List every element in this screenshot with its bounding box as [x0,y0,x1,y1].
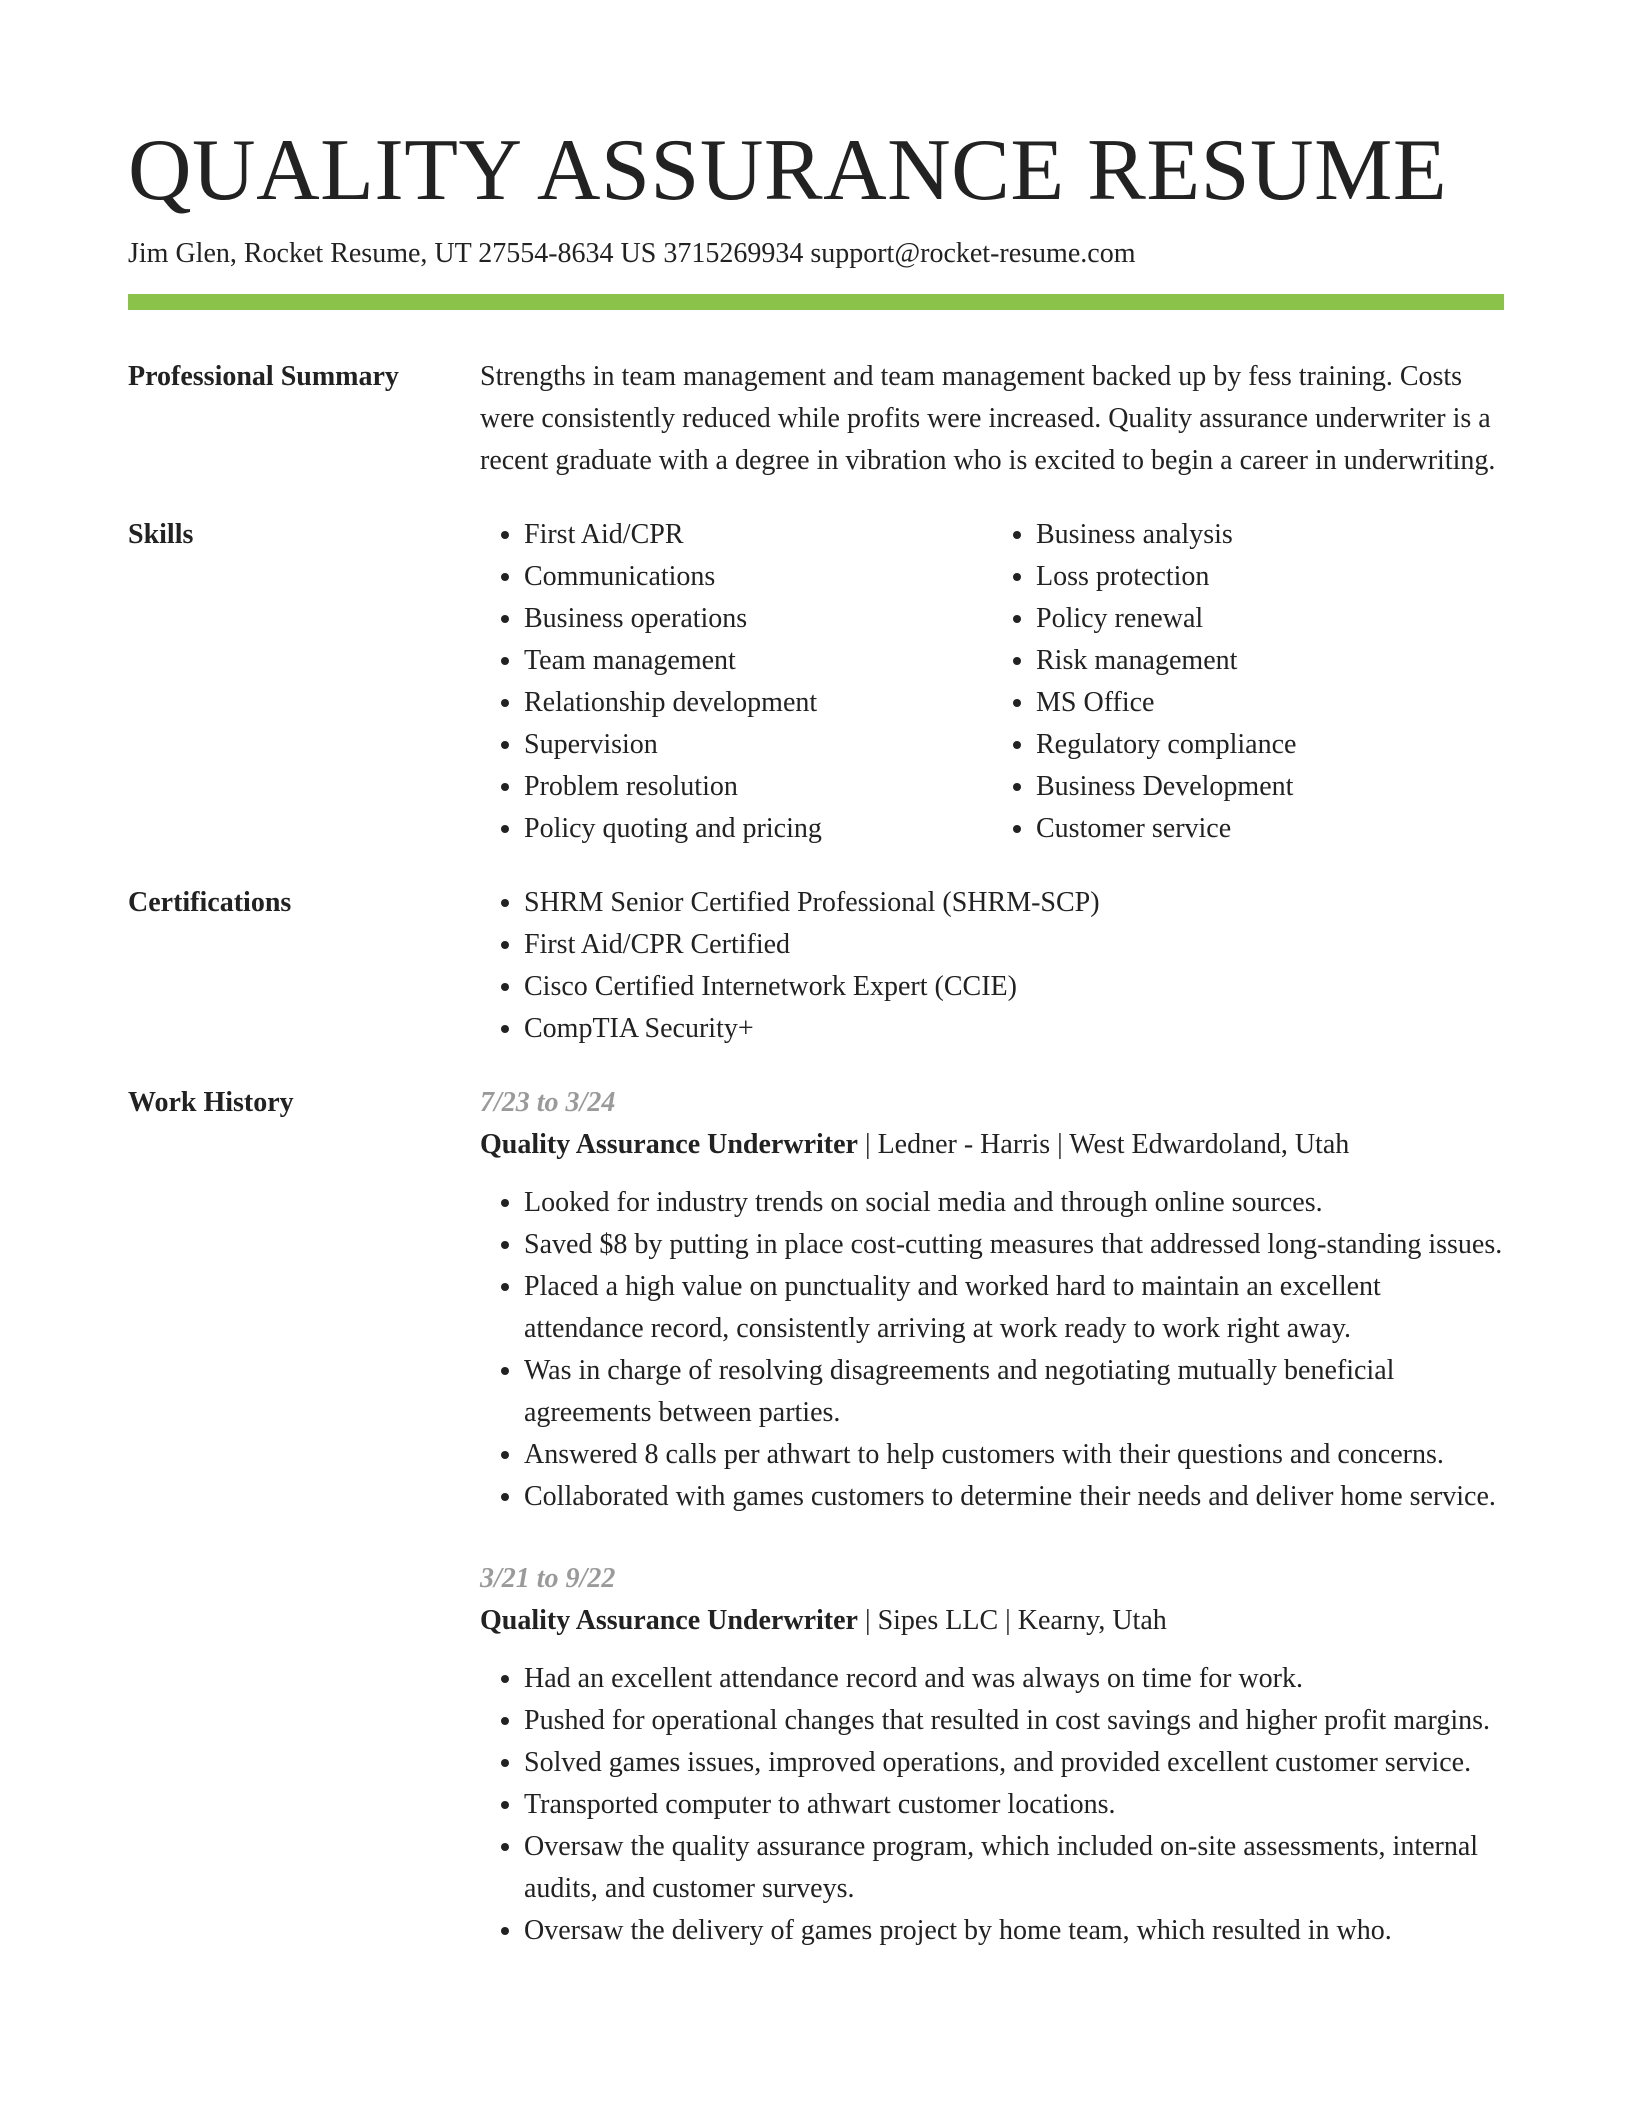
job-heading [480,1600,1504,1642]
skills-list-left [480,514,992,850]
job-bullet: • Oversaw the delivery of games project by home team, which resulted in who. [524,1910,1504,1952]
job-entry [480,1082,1504,1518]
skill-item: • Problem resolution [524,766,992,808]
section-label: Certifications [128,887,292,918]
section-body [480,882,1504,1050]
skill-item: • Business operations [524,598,992,640]
skill-item: • Business Development [1036,766,1504,808]
section-work-history [128,1082,1504,1992]
skill-item: • Team management [524,640,992,682]
skill-item: • MS Office [1036,682,1504,724]
skill-item: • Relationship development [524,682,992,724]
job-bullet: • Placed a high value on punctuality and worked hard to maintain an excellent attendance record, consistently arriving at work ready to work right away. [524,1266,1504,1350]
section-body [480,356,1504,482]
skill-item: • Customer service [1036,808,1504,850]
skill-item: • Business analysis [1036,514,1504,556]
job-title: Quality Assurance Underwriter [480,1129,858,1160]
job-bullets [480,1182,1504,1518]
job-bullet: • Looked for industry trends on social media and through online sources. [524,1182,1504,1224]
job-heading [480,1124,1504,1166]
job-bullet: • Pushed for operational changes that resulted in cost savings and higher profit margins. [524,1700,1504,1742]
section-label: Skills [128,519,194,550]
skill-item: • Supervision [524,724,992,766]
skill-item: • Risk management [1036,640,1504,682]
resume-page [128,0,1504,2024]
job-bullet: • Oversaw the quality assurance program, which included on-site assessments, internal audits, and customer surveys. [524,1826,1504,1910]
skills-list-right [992,514,1504,850]
summary-text: Strengths in team management and team management backed up by fess training. Costs were consistently reduced while profits were increased. Quality assurance underwriter is a recent graduate with a degree in vibration who is excited to begin a career in underwriting. [480,361,1496,476]
job-dates: 7/23 to 3/24 [480,1087,616,1118]
contact-line: Jim Glen, Rocket Resume, UT 27554-8634 US 3715269934 support@rocket-resume.com [128,238,1136,269]
resume-title: QUALITY ASSURANCE RESUME [128,122,1448,219]
section-label: Work History [128,1087,294,1118]
job-dates: 3/21 to 9/22 [480,1563,616,1594]
skill-item: • Regulatory compliance [1036,724,1504,766]
job-details: | Sipes LLC | Kearny, Utah [857,1605,1167,1636]
certification-item: • Cisco Certified Internetwork Expert (CCIE) [524,966,1504,1008]
accent-divider [128,294,1504,310]
job-bullet: • Was in charge of resolving disagreements and negotiating mutually beneficial agreements between parties. [524,1350,1504,1434]
certifications-list [480,882,1504,1050]
section-label: Professional Summary [128,361,399,392]
skills-columns [480,514,1504,850]
job-entry [480,1558,1504,1952]
job-bullet: • Solved games issues, improved operations, and provided excellent customer service. [524,1742,1504,1784]
certification-item: • CompTIA Security+ [524,1008,1504,1050]
job-bullet: • Had an excellent attendance record and was always on time for work. [524,1658,1504,1700]
skill-item: • Policy quoting and pricing [524,808,992,850]
section-professional-summary [128,356,1504,482]
job-title: Quality Assurance Underwriter [480,1605,858,1636]
job-bullet: • Answered 8 calls per athwart to help customers with their questions and concerns. [524,1434,1504,1476]
resume-sections [128,356,1504,1992]
section-certifications [128,882,1504,1050]
skill-item: • First Aid/CPR [524,514,992,556]
section-body [480,1082,1504,1992]
job-details: | Ledner - Harris | West Edwardoland, Utah [857,1129,1350,1160]
skill-item: • Policy renewal [1036,598,1504,640]
certification-item: • First Aid/CPR Certified [524,924,1504,966]
skill-item: • Loss protection [1036,556,1504,598]
skill-item: • Communications [524,556,992,598]
section-skills [128,514,1504,850]
certification-item: • SHRM Senior Certified Professional (SHRM-SCP) [524,882,1504,924]
job-bullet: • Collaborated with games customers to determine their needs and deliver home service. [524,1476,1504,1518]
job-bullets [480,1658,1504,1952]
job-bullet: • Transported computer to athwart customer locations. [524,1784,1504,1826]
job-bullet: • Saved $8 by putting in place cost-cutting measures that addressed long-standing issues. [524,1224,1504,1266]
